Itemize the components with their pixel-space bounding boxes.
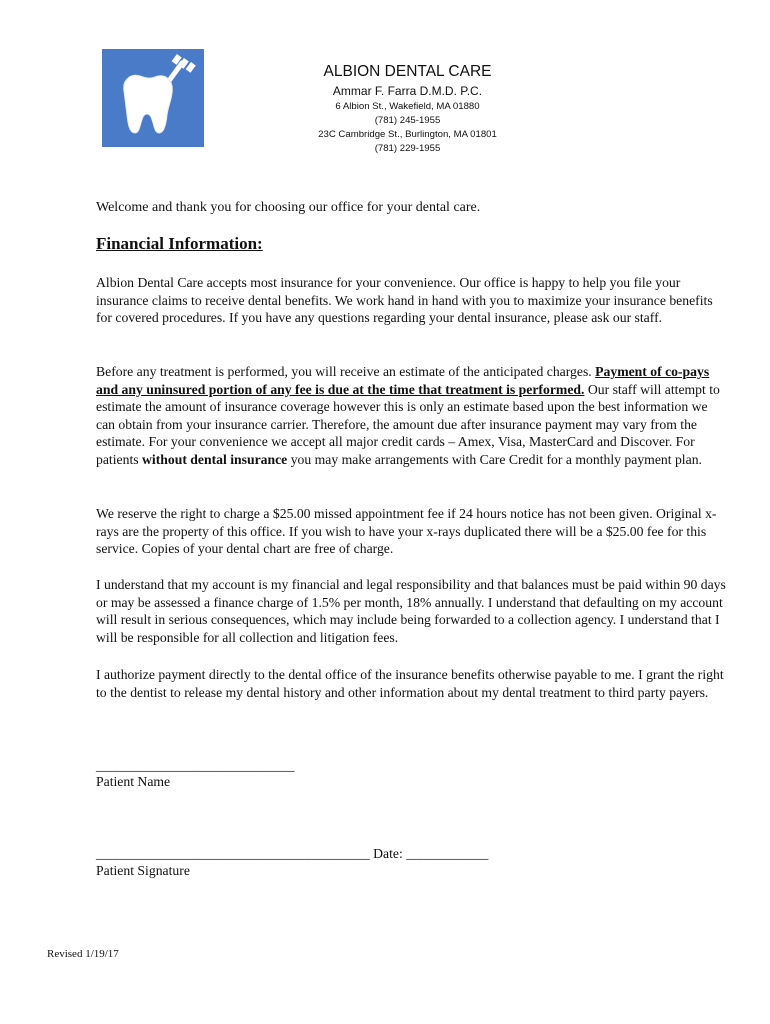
paragraph-text: I understand that my account is my financial and legal responsibility and that balances must be paid within 90 days or may be assessed a finance charge of 1.5% per month, 18% annually. I understand that defaulting on my account will result in serious consequences, which may include being forwarded to a collection agency. I understand that I will be responsible for all collection and litigation fees. <box>96 577 726 645</box>
estimate-detail: Our staff will attempt to estimate the amount of insurance coverage however this is only an estimate based upon the best information we can obtain from your insurance carrier. Therefore, the amount due after insurance payment may vary from the estimate. For your convenience we accept all major credit cards – Amex, Visa, MasterCard and Discover. For patients <box>96 381 720 467</box>
patient-name-label: Patient Name <box>96 774 171 789</box>
phone-wakefield: (781) 245-1955 <box>374 115 441 126</box>
address-wakefield: 6 Albion St., Wakefield, MA 01880 <box>335 101 480 112</box>
phone-burlington: (781) 229-1955 <box>374 143 441 154</box>
patient-name-line[interactable]: _____________________________ <box>96 758 295 773</box>
patient-signature-line[interactable]: ________________________________________ Date: ____________ <box>96 846 489 861</box>
address-burlington: 23C Cambridge St., Burlington, MA 01801 <box>318 129 497 140</box>
letterhead <box>300 62 515 156</box>
paragraph-estimate <box>96 363 728 469</box>
patient-signature-label: Patient Signature <box>96 863 190 878</box>
doctor-name: Ammar F. Farra D.M.D. P.C. <box>332 84 483 98</box>
paragraph-responsibility <box>96 576 728 646</box>
welcome-text: Welcome and thank you for choosing our office for your dental care. <box>96 200 481 215</box>
practice-logo <box>102 49 204 147</box>
section-heading: Financial Information: <box>96 234 263 253</box>
paragraph-text: Albion Dental Care accepts most insurance for your convenience. Our office is happy to help you file your insurance claims to receive dental benefits. We work hand in hand with you to maximize your insurance benefits for covered procedures. If you have any questions regarding your dental insurance, please ask our staff. <box>96 275 713 326</box>
paragraph-insurance <box>96 274 728 327</box>
paragraph-text <box>96 363 728 469</box>
revision-date: Revised 1/19/17 <box>47 948 119 960</box>
practice-name: ALBION DENTAL CARE <box>323 63 492 80</box>
paragraph-text: I authorize payment directly to the dental office of the insurance benefits otherwise payable to me. I grant the right to the dentist to release my dental history and other information about my dental treatment to third party payers. <box>96 667 724 700</box>
without-insurance-emphasis: without dental insurance <box>142 451 288 467</box>
estimate-closing: you may make arrangements with Care Credit for a monthly payment plan. <box>287 451 702 467</box>
estimate-intro: Before any treatment is performed, you will receive an estimate of the anticipated charges. <box>96 364 596 379</box>
paragraph-authorization <box>96 666 728 701</box>
paragraph-text: We reserve the right to charge a $25.00 missed appointment fee if 24 hours notice has not been given. Original x-rays are the property of this office. If you wish to have your x-rays duplicated there will be a $25.00 fee for this service. Copies of your dental chart are free of charge. <box>96 506 717 557</box>
tooth-with-toothbrush-icon <box>102 49 204 147</box>
paragraph-fees <box>96 505 728 558</box>
payment-due-notice: Payment of co-pays and any uninsured portion of any fee is due at the time that treatment is performed. <box>96 364 710 397</box>
